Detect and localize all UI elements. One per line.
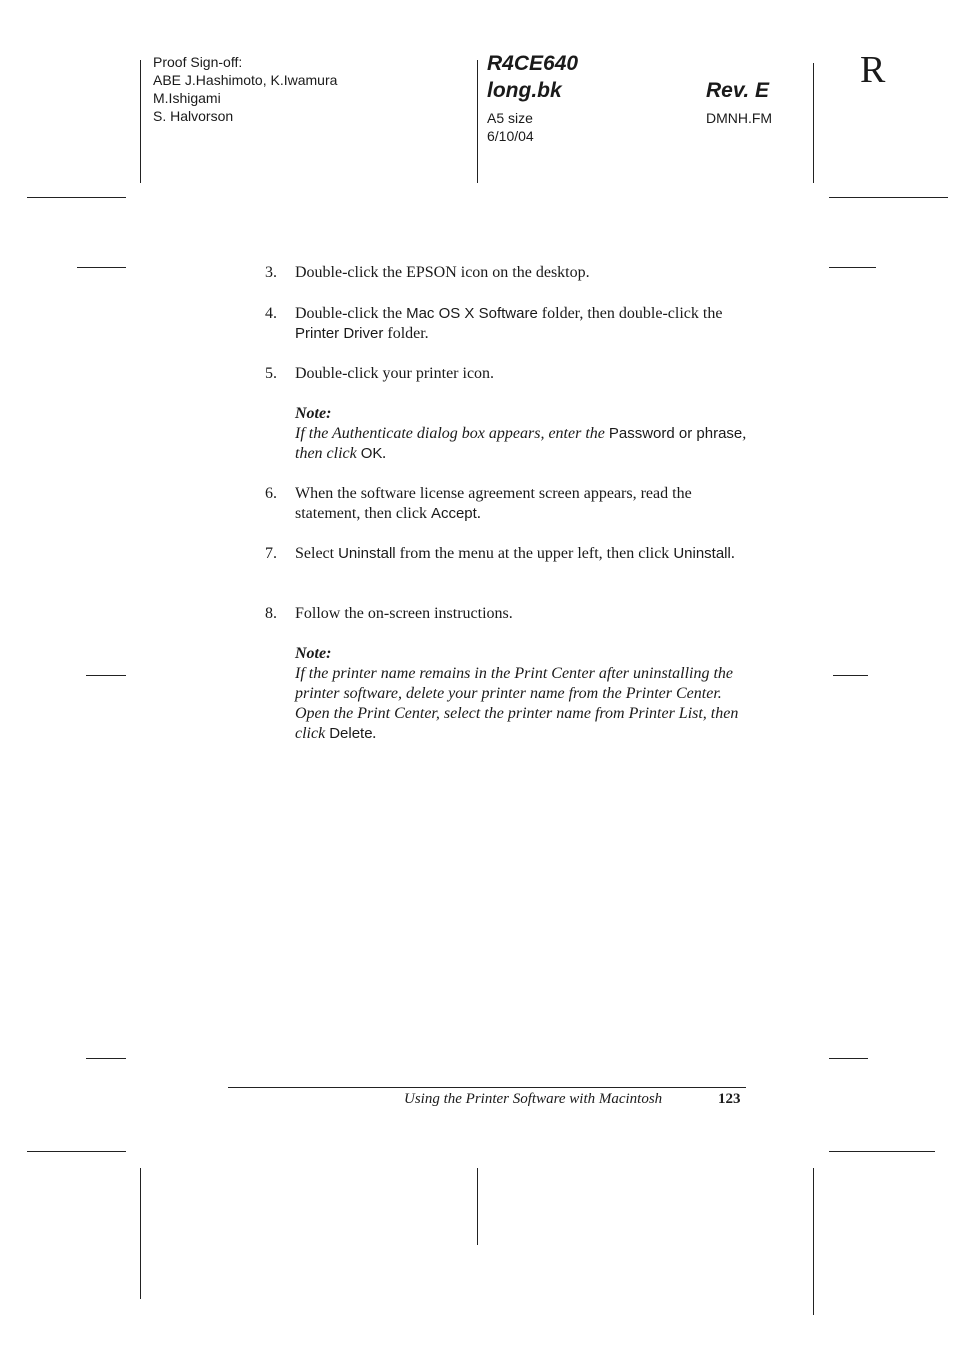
crop-mark — [27, 197, 126, 198]
crop-mark — [477, 1168, 478, 1245]
step-text-part: Double-click the EPSON icon on the desktop. — [295, 264, 590, 281]
ui-term: Mac OS X Software — [406, 305, 538, 322]
ui-term: Accept — [430, 505, 477, 522]
proof-line: M.Ishigami — [153, 90, 221, 106]
tab-letter: R — [860, 49, 886, 91]
step-text — [295, 304, 750, 344]
page-meta — [487, 109, 534, 145]
revision: Rev. E — [706, 79, 770, 102]
page-size: A5 size — [487, 110, 533, 126]
step-text-part: from the menu at the upper left, then click — [395, 545, 674, 562]
step-number: 4. — [265, 305, 277, 322]
crop-mark — [140, 60, 141, 183]
proof-line: Proof Sign-off: — [153, 54, 243, 70]
note-heading: Note: — [295, 405, 332, 422]
crop-mark — [829, 1151, 935, 1152]
step-number: 7. — [265, 545, 277, 562]
step-number: 5. — [265, 365, 277, 382]
ui-term: Password or phrase — [608, 425, 743, 442]
note-text-part: If the Authenticate dialog box appears, enter the — [295, 425, 609, 442]
step-text — [295, 364, 750, 384]
crop-mark — [140, 1168, 141, 1299]
step-text — [295, 484, 750, 524]
note-print-center — [295, 644, 750, 744]
running-footer-title: Using the Printer Software with Macintosh — [404, 1091, 663, 1107]
step-text-part: folder. — [383, 325, 429, 342]
crop-mark — [833, 675, 868, 676]
step-number: 6. — [265, 485, 277, 502]
note-heading: Note: — [295, 645, 332, 662]
note-body — [295, 664, 750, 744]
step-text — [295, 544, 750, 564]
step-text-part: When the software license agreement screen appears, read the statement, then click — [295, 485, 692, 522]
crop-mark — [477, 60, 478, 183]
ui-term: Uninstall — [338, 545, 396, 562]
ui-term: Delete — [329, 725, 373, 742]
crop-mark — [77, 267, 126, 268]
crop-mark — [813, 63, 814, 183]
page-number: 123 — [718, 1091, 741, 1107]
footer-rule — [228, 1087, 746, 1088]
crop-mark — [27, 1151, 126, 1152]
ui-term: Uninstall — [673, 545, 731, 562]
crop-mark — [829, 197, 948, 198]
book-code-line1: R4CE640 — [487, 52, 579, 75]
step-text-part: folder, then double-click the — [537, 305, 723, 322]
book-code-line2: long.bk — [487, 79, 562, 102]
step-text-part: . — [476, 505, 481, 522]
note-text-part: If the printer name remains in the Print Center after uninstalling the printer software, delete your printer name from the Printer Center. Open the Print Center, select the printer name from Printer List, then click — [295, 665, 739, 742]
step-text-part: Double-click the — [295, 305, 407, 322]
note-text-part: , then click — [295, 425, 747, 462]
print-date: 6/10/04 — [487, 128, 534, 144]
step-text-part: Follow the on-screen instructions. — [295, 605, 513, 622]
ui-term: OK — [360, 445, 383, 462]
note-text-part: . — [372, 725, 377, 742]
step-text — [295, 604, 750, 624]
crop-mark — [829, 1058, 868, 1059]
proof-line: ABE J.Hashimoto, K.Iwamura — [153, 72, 338, 88]
crop-mark — [829, 267, 876, 268]
proof-signoff — [153, 53, 337, 125]
file-name: DMNH.FM — [706, 110, 773, 126]
proof-line: S. Halvorson — [153, 108, 234, 124]
note-authenticate — [295, 404, 750, 464]
book-code — [487, 50, 578, 104]
step-number: 3. — [265, 264, 277, 281]
step-text-part: Select — [295, 545, 339, 562]
note-body — [295, 424, 750, 464]
step-text-part: . — [730, 545, 735, 562]
crop-mark — [86, 675, 126, 676]
ui-term: Printer Driver — [295, 325, 384, 342]
step-number: 8. — [265, 605, 277, 622]
step-text-part: Double-click your printer icon. — [295, 365, 495, 382]
note-text-part: . — [382, 445, 387, 462]
crop-mark — [813, 1168, 814, 1315]
step-text — [295, 263, 750, 283]
crop-mark — [86, 1058, 126, 1059]
